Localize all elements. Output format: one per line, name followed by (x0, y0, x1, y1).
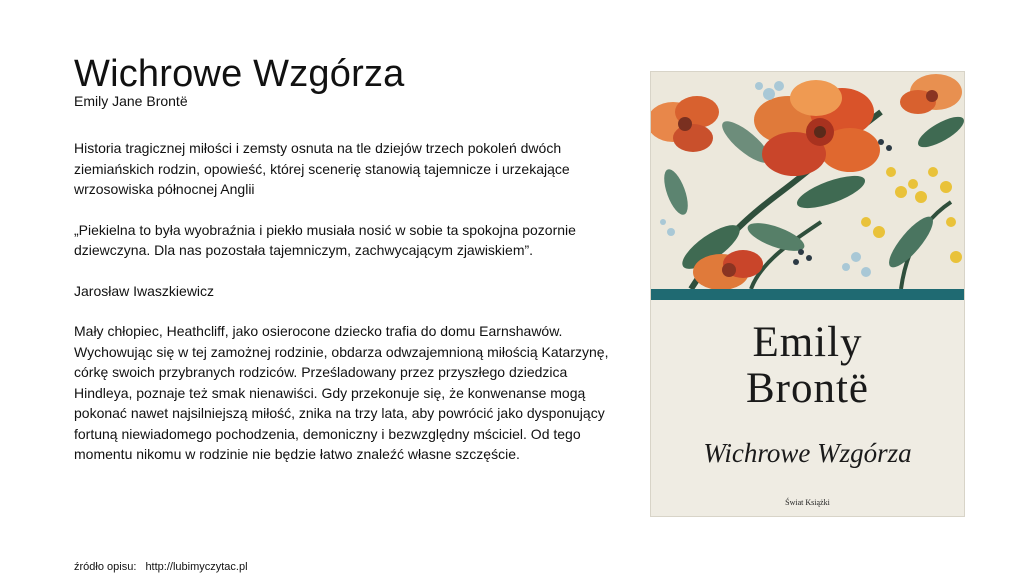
quote-paragraph: „Piekielna to była wyobraźnia i piekło musiała nosić w sobie ta spokojna pozornie dziewczyna. Dla nas pozostała tajemniczym, zachwycającym zjawiskiem”. (74, 221, 576, 258)
cover-author-last: Brontë (745, 365, 870, 412)
cover-publisher: Świat Książki (785, 498, 830, 507)
page-title: Wichrowe Wzgórza (74, 53, 405, 95)
cover-title: Wichrowe Wzgórza (703, 438, 912, 468)
cover-author-first: Emily (752, 319, 863, 366)
author-name: Emily Jane Brontë (74, 93, 188, 109)
source-note (74, 561, 248, 574)
quote-author: Jarosław Iwaszkiewicz (74, 282, 215, 299)
book-cover (651, 72, 964, 516)
description-paragraph: Historia tragicznej miłości i zemsty osnuta na tle dziejów trzech pokoleń dwóch ziemiańskich rodzin, opowieść, której scenerię stanowią tajemnicze i urzekające wrzosowiska północnej Anglii (74, 140, 570, 197)
source-label: źródło opisu: (74, 561, 137, 573)
cover-stripe (651, 289, 964, 300)
description-body (74, 138, 609, 485)
source-link[interactable]: http://lubimyczytac.pl (145, 561, 248, 573)
floral-pattern-icon (651, 72, 964, 289)
plot-paragraph: Mały chłopiec, Heathcliff, jako osierocone dziecko trafia do domu Earnshawów. Wychowując się w tej zamożnej rodzinie, obdarza odwzajemnioną miłością Katarzynę, córkę swoich przybranych rodziców. Prześladowany przez przyszłego dziedzica Hindleya, poznaje też smak nienawiści. Gdy przekonuje się, że konwenanse mogą pokonać nawet najsilniejszą miłość, znika na trzy lata, aby powrócić jako dysponujący fortuną niewiadomego pochodzenia, demoniczny i bezwzględny mściciel. Od tego momentu nikomu w rodzinie nie będzie łatwo znaleźć własne szczęście. (74, 323, 609, 462)
cover-author (651, 320, 964, 412)
